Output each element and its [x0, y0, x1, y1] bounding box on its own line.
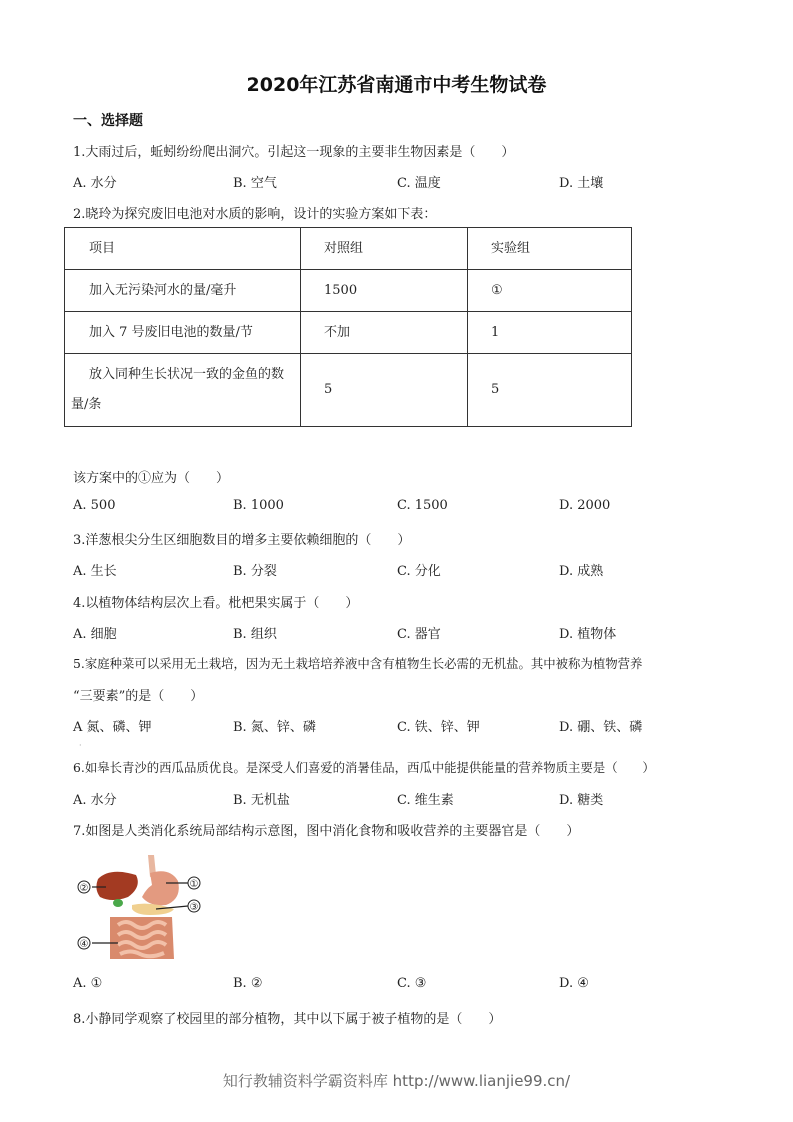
question-7: 7.如图是人类消化系统局部结构示意图，图中消化食物和吸收营养的主要器官是（ ）	[73, 824, 580, 839]
table-cell: 1	[468, 312, 632, 354]
q7-option-d[interactable]: D. ④	[559, 976, 589, 991]
figure-label-2: ②	[79, 883, 89, 894]
page-title: 2020年江苏省南通市中考生物试卷	[246, 74, 547, 96]
experiment-table	[64, 227, 632, 427]
figure-label-4: ④	[79, 939, 89, 950]
q4-option-d[interactable]: D. 植物体	[559, 627, 617, 642]
q2-option-a[interactable]: A. 500	[73, 498, 116, 513]
page-footer[interactable]: 知行教辅资料学霸资料库 http://www.lianjie99.cn/	[222, 1072, 571, 1090]
q6-option-d[interactable]: D. 糖类	[559, 793, 604, 808]
question-2-prompt: 该方案中的①应为（ ）	[73, 471, 230, 486]
q2-option-c[interactable]: C. 1500	[397, 498, 448, 513]
table-cell: 放入同种生长状况一致的金鱼的数量/条	[65, 354, 301, 427]
question-6: 6.如皋长青沙的西瓜品质优良。是深受人们喜爱的消暑佳品，西瓜中能提供能量的营养物质主要是（ ）	[73, 760, 655, 775]
table-cell: 加入 7 号废旧电池的数量/节	[65, 312, 301, 354]
digestive-system-figure	[70, 853, 210, 965]
table-cell: ①	[468, 270, 632, 312]
question-1: 1.大雨过后，蚯蚓纷纷爬出洞穴。引起这一现象的主要非生物因素是（ ）	[73, 145, 515, 160]
table-header-cell: 实验组	[468, 228, 632, 270]
question-5-line-2: “三要素”的是（ ）	[73, 689, 204, 704]
q7-option-c[interactable]: C. ③	[397, 976, 427, 991]
stray-mark: ·	[79, 741, 82, 750]
question-8: 8.小静同学观察了校园里的部分植物，其中以下属于被子植物的是（ ）	[73, 1012, 502, 1027]
table-cell: 不加	[301, 312, 468, 354]
table-cell: 1500	[301, 270, 468, 312]
figure-label-1: ①	[189, 879, 199, 890]
q3-option-c[interactable]: C. 分化	[397, 564, 441, 579]
table-cell: 5	[301, 354, 468, 427]
q5-option-b[interactable]: B. 氮、锌、磷	[233, 720, 316, 735]
q2-option-d[interactable]: D. 2000	[559, 498, 611, 513]
question-3: 3.洋葱根尖分生区细胞数目的增多主要依赖细胞的（ ）	[73, 533, 411, 548]
q5-option-c[interactable]: C. 铁、锌、钾	[397, 720, 480, 735]
table-row	[65, 312, 632, 354]
q1-option-b[interactable]: B. 空气	[233, 176, 277, 191]
q4-option-a[interactable]: A. 细胞	[73, 627, 117, 642]
q3-option-d[interactable]: D. 成熟	[559, 564, 604, 579]
q7-option-a[interactable]: A. ①	[73, 976, 103, 991]
q3-option-a[interactable]: A. 生长	[73, 564, 117, 579]
question-2: 2.晓玲为探究废旧电池对水质的影响，设计的实验方案如下表：	[73, 207, 437, 222]
table-cell: 5	[468, 354, 632, 427]
question-5-line-1: 5.家庭种菜可以采用无土栽培，因为无土栽培培养液中含有植物生长必需的无机盐。其中被称为植物营养	[73, 656, 643, 671]
q5-option-a[interactable]: A 氮、磷、钾	[73, 720, 152, 735]
table-row	[65, 354, 632, 427]
liver-shape	[96, 872, 137, 900]
stomach-shape	[142, 871, 179, 905]
q5-option-d[interactable]: D. 硼、铁、磷	[559, 720, 643, 735]
table-header-cell: 对照组	[301, 228, 468, 270]
q4-option-b[interactable]: B. 组织	[233, 627, 277, 642]
q2-option-b[interactable]: B. 1000	[233, 498, 284, 513]
table-cell: 加入无污染河水的量/毫升	[65, 270, 301, 312]
q4-option-c[interactable]: C. 器官	[397, 627, 441, 642]
gallbladder-shape	[113, 899, 123, 907]
q1-option-d[interactable]: D. 土壤	[559, 176, 604, 191]
q6-option-b[interactable]: B. 无机盐	[233, 793, 290, 808]
section-heading: 一、选择题	[73, 113, 143, 129]
pancreas-shape	[132, 904, 174, 915]
q3-option-b[interactable]: B. 分裂	[233, 564, 277, 579]
question-4: 4.以植物体结构层次上看。枇杷果实属于（ ）	[73, 596, 359, 611]
table-header-cell: 项目	[65, 228, 301, 270]
q1-option-a[interactable]: A. 水分	[73, 176, 117, 191]
q7-option-b[interactable]: B. ②	[233, 976, 263, 991]
table-header-row	[65, 228, 632, 270]
q6-option-c[interactable]: C. 维生素	[397, 793, 454, 808]
table-row	[65, 270, 632, 312]
q6-option-a[interactable]: A. 水分	[73, 793, 117, 808]
figure-label-3: ③	[189, 902, 199, 913]
q1-option-c[interactable]: C. 温度	[397, 176, 441, 191]
